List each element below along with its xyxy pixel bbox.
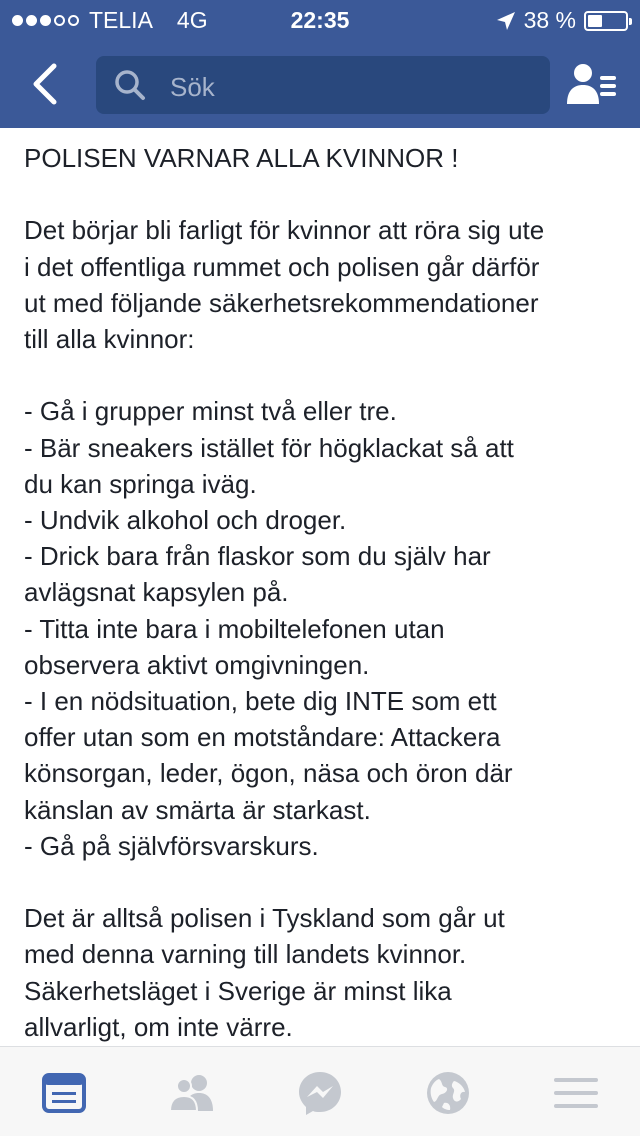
tab-bar (0, 1046, 640, 1136)
post-line: observera aktivt omgivningen. (24, 649, 370, 680)
friend-list-icon[interactable] (566, 62, 618, 106)
paragraph-gap (24, 357, 624, 393)
status-time: 22:35 (290, 7, 350, 33)
post-line: till alla kvinnor: (24, 324, 195, 354)
search-input[interactable] (96, 56, 550, 114)
top-bar (0, 0, 640, 128)
friend-requests-icon[interactable] (168, 1069, 216, 1117)
notifications-globe-icon[interactable] (424, 1069, 472, 1117)
messenger-icon[interactable] (296, 1069, 344, 1117)
battery-percent: 38 % (523, 7, 576, 33)
search-placeholder: Sök (170, 72, 215, 102)
post-line: - Bär sneakers istället för högklackat så att (24, 432, 514, 463)
back-arrow-icon[interactable] (26, 62, 66, 106)
post-outro (24, 900, 624, 1045)
post-intro (24, 212, 624, 357)
post-line: offer utan som en motståndare: Attackera (24, 722, 501, 753)
post-recommendations (24, 393, 624, 864)
battery-icon (584, 11, 628, 31)
post-line: - Undvik alkohol och droger. (24, 505, 347, 535)
post-line: - Drick bara från flaskor som du själv har (24, 541, 491, 572)
carrier-name: TELIA (89, 7, 153, 33)
post-text (24, 140, 624, 1045)
post-line: i det offentliga rummet och polisen går därför (24, 251, 540, 282)
post-line: Det börjar bli farligt för kvinnor att röra sig ute (24, 215, 545, 246)
location-arrow-icon (496, 11, 516, 31)
post-line: med denna varning till landets kvinnor. (24, 939, 467, 970)
network-type: 4G (176, 7, 208, 33)
post-line: ut med följande säkerhetsrekommendationer (24, 287, 539, 318)
post-line: - Gå i grupper minst två eller tre. (24, 396, 397, 427)
post-line: Säkerhetsläget i Sverige är minst lika (24, 975, 452, 1006)
paragraph-gap (24, 176, 624, 212)
status-bar (0, 0, 640, 40)
post-line: du kan springa iväg. (24, 468, 257, 499)
post-line: känslan av smärta är starkast. (24, 794, 371, 825)
paragraph-gap (24, 864, 624, 900)
post-line: avlägsnat kapsylen på. (24, 577, 289, 608)
post-title: POLISEN VARNAR ALLA KVINNOR ! (24, 143, 459, 173)
post-line: könsorgan, leder, ögon, näsa och öron där (24, 758, 513, 789)
navigation-bar (0, 40, 640, 128)
battery-level (588, 15, 602, 27)
post-line: allvarligt, om inte värre. (24, 1011, 293, 1042)
more-menu-icon[interactable] (552, 1069, 600, 1117)
post-line: - Gå på självförsvarskurs. (24, 830, 319, 861)
search-icon (114, 69, 146, 101)
status-right (496, 7, 628, 34)
post-line: - Titta inte bara i mobiltelefonen utan (24, 613, 445, 644)
post-line: - I en nödsituation, bete dig INTE som ett (24, 686, 497, 717)
news-feed-icon[interactable] (40, 1069, 88, 1117)
post-line: Det är alltså polisen i Tyskland som går ut (24, 903, 505, 934)
